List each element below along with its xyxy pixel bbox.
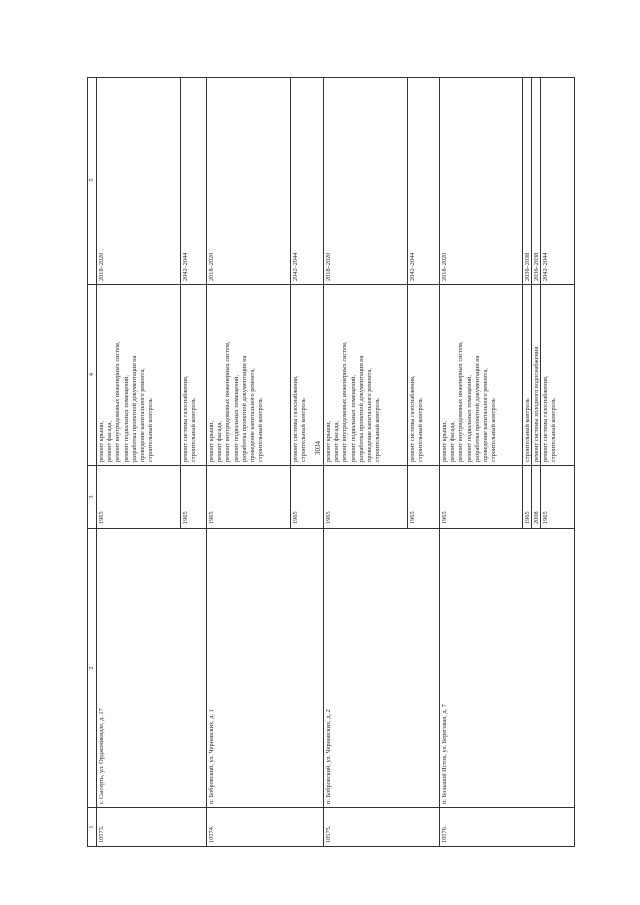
work-item: ремонт крыши,	[441, 420, 448, 462]
page-number: 3034	[314, 441, 322, 455]
group-divider	[290, 78, 291, 528]
row-number: 10576.	[441, 825, 448, 843]
table-header-row	[88, 78, 97, 846]
row-address: г. Сысерть, ул. Орджоникидзе, д. 17	[98, 708, 105, 804]
repair-period: 2018–2020	[98, 252, 105, 281]
header-col-3: 3	[88, 495, 95, 499]
row-divider	[206, 78, 207, 846]
work-item: строительный контроль	[490, 398, 498, 462]
column-divider	[88, 807, 574, 808]
group-divider	[540, 78, 541, 528]
row-address: п. Большой Исток, ул. Береговая, д. 7	[441, 704, 448, 804]
build-year: 1965	[542, 511, 549, 524]
row-divider	[439, 78, 440, 846]
build-year: 1965	[182, 511, 189, 524]
work-item: строительный контроль	[550, 398, 558, 462]
work-item: ремонт крыши,	[98, 420, 105, 462]
repair-period: 2018–2020	[441, 252, 448, 281]
repair-period: 2042–2044	[542, 252, 549, 281]
work-item: строительный контроль	[374, 398, 382, 462]
build-year: 1965	[292, 511, 299, 524]
build-year: 2008	[533, 511, 540, 524]
build-year: 1965	[524, 511, 531, 524]
repair-schedule-table	[87, 77, 575, 847]
work-item: разработка проектной документации на	[240, 355, 248, 462]
work-item: разработка проектной документации на	[130, 355, 138, 462]
work-item: ремонт системы газоснабжения,	[182, 375, 189, 462]
repair-period: 2036–2038	[533, 252, 540, 281]
work-item: ремонт внутридомовых инженерных систем,	[114, 341, 122, 462]
row-number: 10574.	[208, 825, 215, 843]
work-item: проведение капитального ремонта,	[249, 368, 256, 462]
work-item: проведение капитального ремонта,	[139, 368, 146, 462]
work-item: ремонт системы газоснабжения,	[292, 375, 299, 462]
work-item: ремонт подвальных помещений,	[232, 375, 240, 462]
repair-period: 2018–2020	[208, 252, 215, 281]
work-item: ремонт внутридомовых инженерных систем,	[457, 341, 465, 462]
work-item: проведение капитального ремонта,	[366, 368, 373, 462]
work-item: ремонт системы холодного водоснабжения	[533, 346, 540, 462]
work-item: ремонт системы газоснабжения,	[409, 375, 416, 462]
work-item: ремонт подвальных помещений,	[122, 375, 130, 462]
header-col-1: 1	[88, 825, 95, 829]
work-item: ремонт фасада,	[216, 421, 224, 462]
header-col-4: 4	[88, 372, 95, 377]
header-col-5: 5	[88, 178, 95, 182]
row-number: 10573.	[98, 825, 105, 843]
build-year: 1965	[208, 511, 215, 524]
work-item: разработка проектной документации на	[357, 355, 365, 462]
work-item: ремонт фасада,	[449, 421, 457, 462]
row-number: 10575.	[325, 825, 332, 843]
work-item: ремонт фасада,	[106, 421, 114, 462]
build-year: 1965	[409, 511, 416, 524]
row-address: п. Бобровский, ул. Чернавских, д. 2	[325, 709, 332, 804]
work-item: ремонт системы газоснабжения,	[542, 375, 549, 462]
group-divider	[407, 78, 408, 528]
column-divider	[88, 284, 574, 285]
work-item: строительный контроль	[190, 398, 198, 462]
build-year: 1965	[441, 511, 448, 524]
column-divider	[88, 528, 574, 529]
repair-period: 2042–2044	[292, 252, 299, 281]
work-item: ремонт подвальных помещений,	[465, 375, 473, 462]
work-item: ремонт подвальных помещений,	[349, 375, 357, 462]
work-item: ремонт внутридомовых инженерных систем,	[224, 341, 232, 462]
work-item: ремонт фасада,	[333, 421, 341, 462]
work-item: ремонт крыши,	[325, 420, 332, 462]
work-item: ремонт внутридомовых инженерных систем,	[341, 341, 349, 462]
repair-period: 2018–2020	[325, 252, 332, 281]
repair-period: 2042–2044	[409, 252, 416, 281]
row-address: п. Бобровский, ул. Чернавских, д. 1	[208, 709, 215, 804]
work-item: строительный контроль	[257, 398, 265, 462]
work-item: проведение капитального ремонта,	[482, 368, 489, 462]
work-item: строительный контроль	[524, 398, 531, 462]
work-item: строительный контроль	[147, 398, 155, 462]
group-divider	[180, 78, 181, 528]
header-col-2: 2	[88, 666, 95, 670]
work-item: строительный контроль	[300, 398, 308, 462]
column-divider	[88, 465, 574, 466]
repair-period: 2042–2044	[182, 252, 189, 281]
repair-period: 2036–2038	[524, 252, 531, 281]
work-item: строительный контроль	[417, 398, 425, 462]
work-item: ремонт крыши,	[208, 420, 215, 462]
row-divider	[323, 78, 324, 846]
build-year: 1965	[325, 511, 332, 524]
group-divider	[522, 78, 523, 528]
work-item: разработка проектной документации на	[473, 355, 481, 462]
build-year: 1965	[98, 511, 105, 524]
group-divider	[531, 78, 532, 528]
